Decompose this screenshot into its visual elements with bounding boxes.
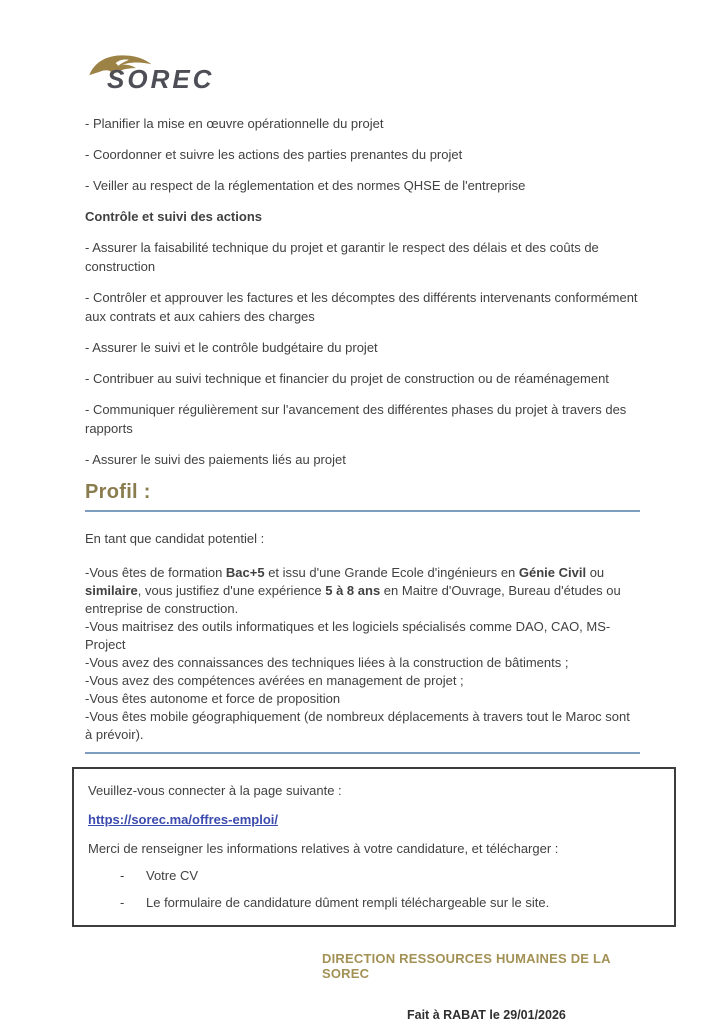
mission-bullet: - Planifier la mise en œuvre opérationnelle du projet bbox=[85, 116, 384, 131]
mission-bullet: - Assurer la faisabilité technique du projet et garantir le respect des délais et des coûts de construction bbox=[85, 240, 599, 274]
profil-text-segment: -Vous êtes de formation bbox=[85, 565, 226, 580]
apply-list-item bbox=[88, 867, 656, 885]
profil-heading-rule bbox=[85, 510, 640, 512]
profil-intro: En tant que candidat potentiel : bbox=[85, 531, 265, 546]
profil-text-segment: et issu d'une Grande Ecole d'ingénieurs en bbox=[264, 565, 519, 580]
mission-bullet: - Assurer le suivi des paiements liés au projet bbox=[85, 452, 346, 467]
dash-marker: - bbox=[120, 895, 125, 910]
profil-text-segment-bold: Bac+5 bbox=[225, 565, 265, 580]
sorec-logo bbox=[87, 52, 247, 96]
section-heading-controle: Contrôle et suivi des actions bbox=[85, 209, 262, 224]
profil-text-segment: ou bbox=[586, 565, 605, 580]
apply-instruction: Veuillez-vous connecter à la page suivante : bbox=[88, 783, 342, 798]
mission-bullet: - Assurer le suivi et le contrôle budgétaire du projet bbox=[85, 340, 378, 355]
offres-emploi-link[interactable]: https://sorec.ma/offres-emploi/ bbox=[88, 812, 278, 827]
apply-list-item-label: Votre CV bbox=[146, 868, 199, 883]
date-line: Fait à RABAT le 29/01/2026 bbox=[407, 1008, 566, 1022]
hr-signature: DIRECTION RESSOURCES HUMAINES DE LA SOREC bbox=[322, 951, 611, 981]
application-box bbox=[72, 767, 676, 927]
profil-line: -Vous maitrisez des outils informatiques et les logiciels spécialisés comme DAO, CAO, MS-Project bbox=[85, 619, 611, 652]
profil-line: -Vous êtes mobile géographiquement (de nombreux déplacements à travers tout le Maroc sont à prévoir). bbox=[85, 709, 630, 742]
profil-line: -Vous avez des compétences avérées en management de projet ; bbox=[85, 673, 464, 688]
profil-paragraph bbox=[85, 564, 640, 618]
apply-list-item bbox=[88, 894, 656, 912]
mission-bullet: - Contribuer au suivi technique et financier du projet de construction ou de réaménagement bbox=[85, 371, 609, 386]
apply-list-item-label: Le formulaire de candidature dûment rempli téléchargeable sur le site. bbox=[146, 895, 550, 910]
profil-line: -Vous êtes autonome et force de proposition bbox=[85, 691, 341, 706]
mission-bullet: - Communiquer régulièrement sur l'avancement des différentes phases du projet à travers des rapports bbox=[85, 402, 627, 436]
profil-text-segment-bold: Génie Civil bbox=[518, 565, 587, 580]
apply-instruction: Merci de renseigner les informations relatives à votre candidature, et télécharger : bbox=[88, 841, 559, 856]
profil-bottom-rule bbox=[85, 752, 640, 754]
profil-text-segment: en Maitre d'Ouvrage, Bureau d'études ou entreprise de construction. bbox=[85, 583, 621, 616]
profil-text-segment: , vous justifiez d'une expérience bbox=[137, 583, 326, 598]
mission-bullet: - Coordonner et suivre les actions des parties prenantes du projet bbox=[85, 147, 463, 162]
mission-bullet: - Veiller au respect de la réglementation et des normes QHSE de l'entreprise bbox=[85, 178, 526, 193]
mission-bullet: - Contrôler et approuver les factures et les décomptes des différents intervenants conformément aux contrats et aux cahiers des charges bbox=[85, 290, 638, 324]
profil-heading: Profil : bbox=[85, 481, 151, 503]
dash-marker: - bbox=[120, 868, 125, 883]
logo-text: SOREC bbox=[107, 64, 215, 94]
profil-text-segment-bold: 5 à 8 ans bbox=[325, 583, 381, 598]
profil-text-segment-bold: similaire bbox=[85, 583, 138, 598]
profil-line: -Vous avez des connaissances des techniques liées à la construction de bâtiments ; bbox=[85, 655, 569, 670]
